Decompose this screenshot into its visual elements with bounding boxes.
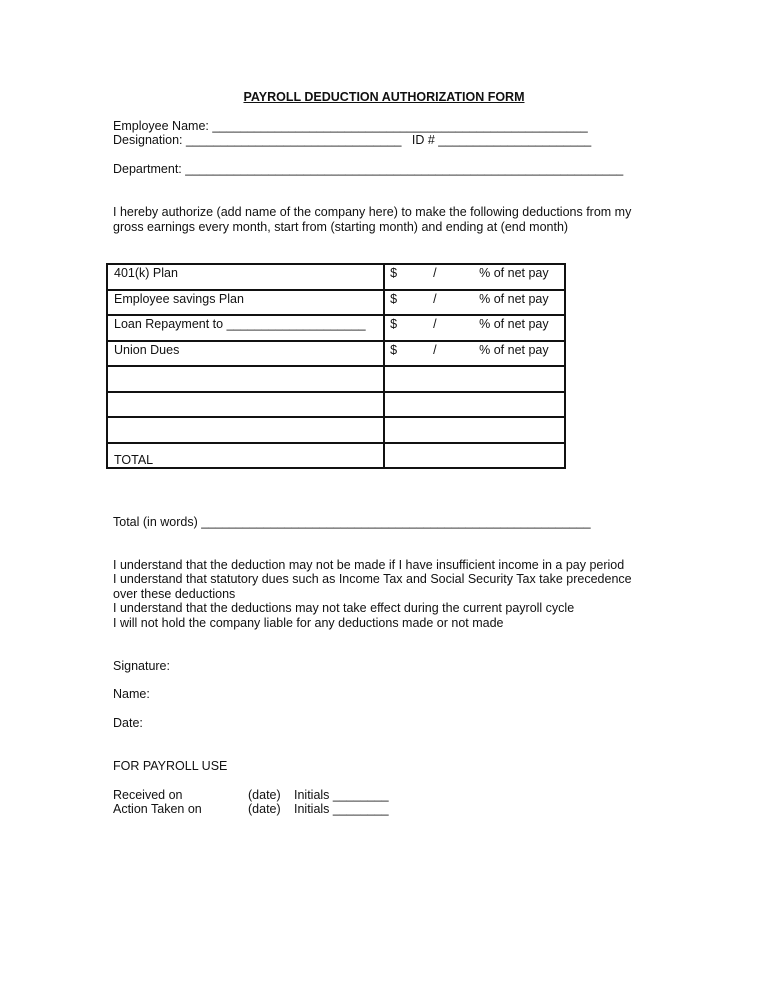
deductions-table bbox=[106, 263, 566, 469]
statement-liability: I will not hold the company liable for any deductions made or not made bbox=[113, 616, 504, 630]
table-row bbox=[107, 315, 565, 341]
deduction-amount bbox=[384, 341, 565, 367]
deduction-amount bbox=[384, 315, 565, 341]
authorization-text-line1: I hereby authorize (add name of the company here) to make the following deductions from my bbox=[113, 205, 632, 219]
deduction-item: Union Dues bbox=[107, 341, 384, 367]
deduction-item: Loan Repayment to ____________________ bbox=[107, 315, 384, 341]
action-taken-label: Action Taken on bbox=[113, 802, 202, 816]
form-title: PAYROLL DEDUCTION AUTHORIZATION FORM bbox=[243, 90, 525, 104]
blank-cell bbox=[107, 417, 384, 443]
statement-insufficient-income: I understand that the deduction may not be made if I have insufficient income in a pay period bbox=[113, 558, 625, 572]
dollar-sign: $ bbox=[390, 291, 398, 306]
table-row bbox=[107, 341, 565, 367]
employee-name-field: Employee Name: ______________________________________________________ bbox=[113, 119, 588, 133]
percent-label: % of net pay bbox=[479, 291, 549, 306]
statement-statutory-dues-cont: over these deductions bbox=[113, 587, 236, 601]
deduction-amount bbox=[384, 264, 565, 290]
received-date-label: (date) bbox=[248, 788, 281, 802]
total-value-cell bbox=[384, 443, 565, 469]
signature-label: Signature: bbox=[113, 659, 170, 673]
deduction-item: 401(k) Plan bbox=[107, 264, 384, 290]
percent-label: % of net pay bbox=[479, 317, 549, 331]
total-label: TOTAL bbox=[107, 443, 384, 469]
payroll-use-heading: FOR PAYROLL USE bbox=[113, 759, 228, 773]
authorization-text-line2: gross earnings every month, start from (starting month) and ending at (end month) bbox=[113, 220, 569, 234]
dollar-sign: $ bbox=[390, 342, 398, 357]
statement-statutory-dues: I understand that statutory dues such as Income Tax and Social Security Tax take precedence bbox=[113, 572, 632, 586]
deduction-amount bbox=[384, 290, 565, 316]
blank-cell bbox=[107, 392, 384, 418]
table-row-empty bbox=[107, 392, 565, 418]
action-initials-field: Initials ________ bbox=[294, 802, 389, 816]
slash-separator: / bbox=[433, 291, 437, 306]
date-label: Date: bbox=[113, 716, 143, 730]
blank-cell bbox=[384, 417, 565, 443]
name-label: Name: bbox=[113, 687, 150, 701]
slash-separator: / bbox=[433, 342, 437, 357]
deduction-item: Employee savings Plan bbox=[107, 290, 384, 316]
table-row bbox=[107, 290, 565, 316]
total-in-words-field: Total (in words) ________________________________________________________ bbox=[113, 515, 591, 529]
received-initials-field: Initials ________ bbox=[294, 788, 389, 802]
slash-separator: / bbox=[433, 266, 437, 280]
action-date-label: (date) bbox=[248, 802, 281, 816]
department-field: Department: _______________________________________________________________ bbox=[113, 162, 624, 176]
table-row-empty bbox=[107, 366, 565, 392]
table-row bbox=[107, 264, 565, 290]
dollar-sign: $ bbox=[390, 266, 398, 280]
designation-field: Designation: _______________________________ ID # ______________________ bbox=[113, 133, 592, 147]
table-row-empty bbox=[107, 417, 565, 443]
percent-label: % of net pay bbox=[479, 266, 549, 280]
table-row-total bbox=[107, 443, 565, 469]
slash-separator: / bbox=[433, 317, 437, 331]
blank-cell bbox=[107, 366, 384, 392]
received-on-label: Received on bbox=[113, 788, 183, 802]
statement-payroll-cycle: I understand that the deductions may not take effect during the current payroll cycle bbox=[113, 601, 575, 615]
blank-cell bbox=[384, 392, 565, 418]
blank-cell bbox=[384, 366, 565, 392]
dollar-sign: $ bbox=[390, 317, 398, 331]
percent-label: % of net pay bbox=[479, 342, 549, 357]
